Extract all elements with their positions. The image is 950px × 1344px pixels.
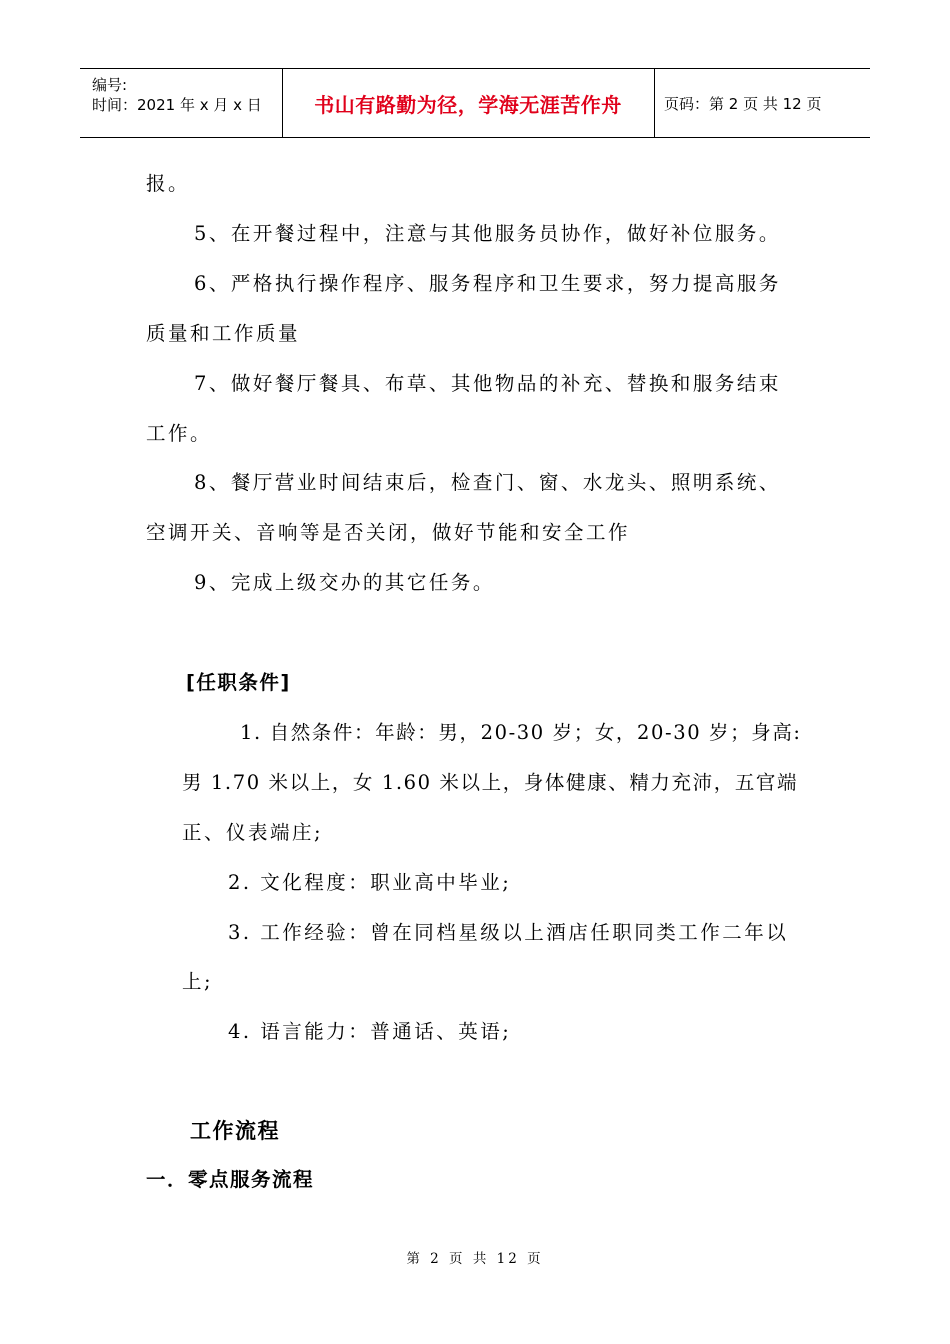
header-divider: [654, 69, 655, 137]
page-header: [80, 68, 870, 138]
body-line: 工作。: [146, 422, 213, 445]
workflow-title: 工作流程: [190, 1119, 280, 1143]
requirement-2: 2. 文化程度：职业高中毕业;: [228, 871, 512, 894]
body-line: 报。: [146, 172, 191, 195]
document-date: 时间：2021 年 x 月 x 日: [92, 96, 262, 114]
header-motto: 书山有路勤为径，学海无涯苦作舟: [314, 92, 622, 117]
duty-item-8: 8、餐厅营业时间结束后，检查门、窗、水龙头、照明系统、: [194, 471, 781, 494]
body-line: 正、仪表端庄;: [182, 821, 324, 844]
body-line: 空调开关、音响等是否关闭，做好节能和安全工作: [146, 521, 631, 544]
section-title-requirements: [任职条件]: [186, 671, 291, 694]
header-left-cell: [92, 75, 262, 115]
duty-item-5: 5、在开餐过程中，注意与其他服务员协作，做好补位服务。: [194, 222, 781, 245]
requirement-4: 4. 语言能力：普通话、英语;: [228, 1020, 512, 1043]
header-page-info: 页码：第 2 页 共 12 页: [664, 94, 822, 113]
page-footer: 第 2 页 共 12 页: [406, 1251, 544, 1267]
document-number-label: 编号:: [92, 76, 128, 94]
requirement-3: 3. 工作经验：曾在同档星级以上酒店任职同类工作二年以: [228, 921, 789, 944]
body-line: 男 1.70 米以上，女 1.60 米以上，身体健康、精力充沛，五官端: [182, 771, 799, 794]
duty-item-7: 7、做好餐厅餐具、布草、其他物品的补充、替换和服务结束: [194, 372, 781, 395]
body-line: 上;: [182, 970, 214, 993]
duty-item-6: 6、严格执行操作程序、服务程序和卫生要求，努力提高服务: [194, 272, 781, 295]
workflow-subtitle: 一．零点服务流程: [146, 1168, 315, 1191]
body-line: 质量和工作质量: [146, 322, 301, 345]
duty-item-9: 9、完成上级交办的其它任务。: [194, 571, 495, 594]
requirement-1: 1. 自然条件：年龄：男，20-30 岁；女，20-30 岁；身高:: [240, 721, 802, 744]
